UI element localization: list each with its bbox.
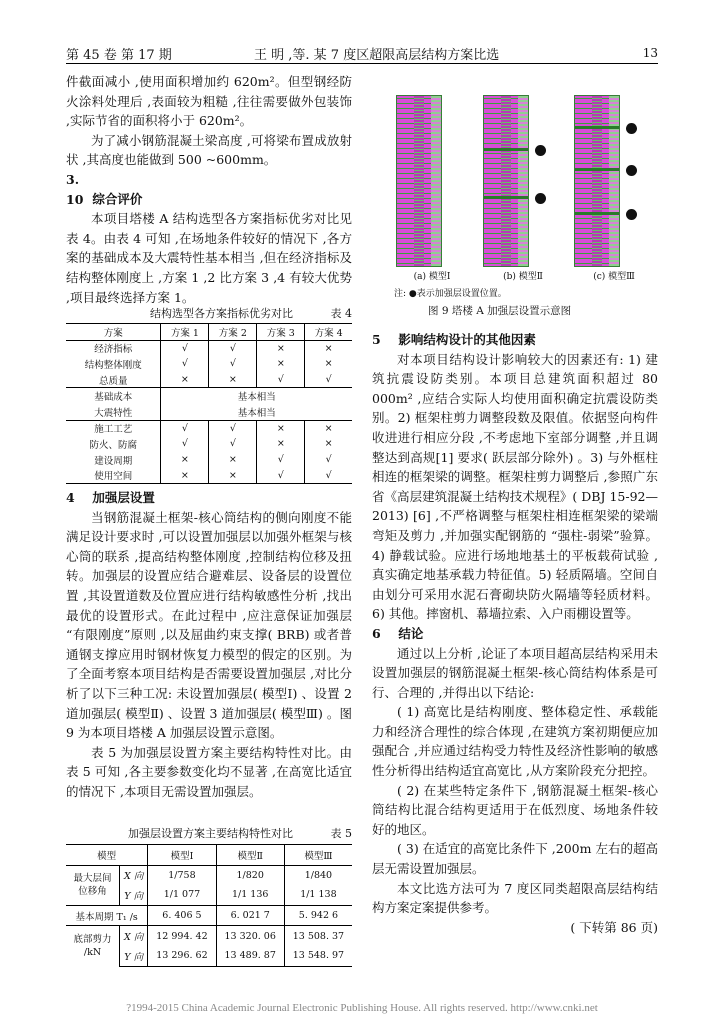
section-heading-3-10: 3. 10 综合评价: [66, 171, 143, 207]
model-3-panel: [570, 73, 658, 273]
table-5: [66, 844, 352, 967]
reinforced-layer-dot: [626, 123, 637, 134]
copyright-footer: ?1994-2015 China Academic Journal Electronic Publishing House. All rights reserved. http://www.cnki.net: [126, 1002, 598, 1014]
tower-model-2: [483, 95, 529, 267]
paragraph: ( 2) 在某些特定条件下 ,钢筋混凝土框架-核心筒结构比混合结构更适用于在低烈度、场地条件较好的地区。: [372, 782, 658, 837]
table-row: 使用空间 × × √ √: [66, 467, 352, 483]
table-row: Y 向 1/1 077 1/1 136 1/1 138: [66, 885, 352, 905]
table-row: 施工工艺 √ √ × ×: [66, 420, 352, 436]
paragraph: ( 3) 在适宜的高宽比条件下 ,200m 左右的超高层无需设置加强层。: [372, 841, 658, 877]
table-row: 建设周期 × × √ √: [66, 452, 352, 468]
header-rule: [66, 63, 658, 64]
table-row: 经济指标 √ √ × ×: [66, 340, 352, 356]
table-row: Y 向 13 296. 62 13 489. 87 13 548. 97: [66, 946, 352, 966]
right-column: [372, 330, 658, 937]
reinforced-layer-dot: [535, 193, 546, 204]
paragraph: 件截面减小 ,使用面积增加约 620m²。但型钢经防火涂料处理后 ,表面较为粗糙 ,往往需要做外包装饰 ,实际节省的面积将小于 620m²。: [66, 74, 352, 129]
reinforced-layer-dot: [535, 145, 546, 156]
reinforced-layer-dot: [626, 165, 637, 176]
table-row: 大震特性 基本相当: [66, 404, 352, 420]
table-header-row: 模型 模型Ⅰ 模型Ⅱ 模型Ⅲ: [66, 845, 352, 866]
paragraph: 通过以上分析 ,论证了本项目超高层结构采用未设置加强层的钢筋混凝土框架-核心筒结构体系是可行、合理的 ,并得出以下结论:: [372, 645, 658, 700]
model-1-panel: [388, 73, 476, 273]
table-row: 总质量 × × √ √: [66, 372, 352, 388]
paragraph: 对本项目结构设计影响较大的因素还有: 1) 建筑抗震设防类别。本项目总建筑面积超过 80 000m² ,应结合实际人均使用面积确定抗震设防类别。2) 框架柱剪力调整段数及限值。依据竖向构件收进进行相应分段 ,不考虑地下室部分调整 ,并且调整达到高规[1] 要求( 跃层部分除外) 。3) 与外框柱相连的框架梁的调整。框架柱剪力调整后 ,参照广东省《高层建筑混凝土结构技术规程》( DBJ 15-92—2013) [6] ,不严格调整与框架柱相连框架梁的梁端弯矩及剪力 ,并加强实配钢筋的 “强柱-弱梁”验算。4) 静载试验。应进行场地地基土的平板载荷试验 ,真实确定地基承载力特征值。5) 轻质隔墙。空间自由划分可采用水泥石膏砌块防火隔墙等轻质材料。6) 其他。摔窗机、幕墙拉索、入户雨棚设置等。: [372, 351, 658, 622]
table-row: 结构整体刚度 √ √ × ×: [66, 356, 352, 372]
table-row: 底部剪力 /kN X 向 12 994. 42 13 320. 06 13 508. 37: [66, 926, 352, 946]
table-row: 最大层间 位移角 X 向 1/758 1/820 1/840: [66, 865, 352, 885]
figure-note: 注: ●表示加强层设置位置。: [394, 289, 507, 299]
paragraph: 本项目塔楼 A 结构选型各方案指标优劣对比见表 4。由表 4 可知 ,在场地条件较好的情况下 ,各方案的基础成本及大震特性基本相当 ,但在经济指标及结构整体刚度上 ,方案 1 ,2 比方案 3 ,4 有较大优势 ,项目最终选择方案 1。: [66, 211, 352, 305]
tower-model-3: [574, 95, 620, 267]
paragraph: 当钢筋混凝土框架-核心筒结构的侧向刚度不能满足设计要求时 ,可以设置加强层以加强外框架与核心筒的联系 ,提高结构整体刚度 ,控制结构位移及扭转。加强层的设置应结合避难层、设备层的设置位置 ,其设置道数及位置应进行结构敏感性分析 ,找出最优的设置形式。在此过程中 ,应注意保证加强层 “有限刚度”原则 ,以及屈曲约束支撑( BRB) 或者普通钢支撑应用时钢材恢复力模型的假定的区别。为了全面考察本项目结构是否需要设置加强层 ,对比分析了以下三种工况: 未设置加强层( 模型Ⅰ) 、设置 2 道加强层( 模型Ⅱ) 、设置 3 道加强层( 模型Ⅲ) 。图 9 为本项目塔楼 A 加强层设置示意图。: [66, 509, 352, 741]
model-2-panel: [479, 73, 567, 273]
continued-note: ( 下转第 86 页): [570, 919, 658, 935]
table-header-row: 方案 方案 1 方案 2 方案 3 方案 4: [66, 324, 352, 341]
paragraph: 为了减小钢筋混凝土梁高度 ,可将梁布置成放射状 ,其高度也能做到 500 ~600mm。: [66, 132, 352, 168]
section-heading-4: 4 加强层设置: [66, 490, 155, 505]
table-row: 基础成本 基本相当: [66, 388, 352, 404]
left-column-bottom: [66, 488, 352, 802]
figure-caption: 图 9 塔楼 A 加强层设置示意图: [428, 305, 572, 317]
table-5-caption: 加强层设置方案主要结构特性对比 表 5: [128, 827, 352, 840]
reinforced-layer-dot: [626, 209, 637, 220]
section-heading-5: 5 影响结构设计的其他因素: [372, 332, 536, 347]
article-title: 王 明 ,等. 某 7 度区超限高层结构方案比选: [254, 48, 500, 63]
section-heading-6: 6 结论: [372, 625, 424, 641]
table-row: 防火、防腐 √ √ × ×: [66, 436, 352, 452]
left-column-top: [66, 72, 352, 307]
journal-volume: 第 45 卷 第 17 期: [66, 48, 172, 63]
model-2-label: (b) 模型Ⅱ: [503, 272, 543, 282]
paragraph: 表 5 为加强层设置方案主要结构特性对比。由表 5 可知 ,各主要参数变化均不显著 ,在高宽比适宜的情况下 ,本项目无需设置加强层。: [66, 744, 352, 799]
table-4: [66, 323, 352, 484]
paragraph: 本文比选方法可为 7 度区同类超限高层结构结构方案定案提供参考。: [372, 880, 658, 916]
table-row: 基本周期 T₁ /s 6. 406 5 6. 021 7 5. 942 6: [66, 905, 352, 926]
model-1-label: (a) 模型Ⅰ: [413, 272, 451, 282]
model-3-label: (c) 模型Ⅲ: [593, 272, 635, 282]
figure-9: [388, 73, 658, 317]
tower-model-1: [396, 95, 442, 267]
table-4-caption: 结构选型各方案指标优劣对比 表 4: [150, 307, 352, 320]
paragraph: ( 1) 高宽比是结构刚度、整体稳定性、承载能力和经济合理性的综合体现 ,在建筑方案初期便应加强配合 ,并应通过结构受力特性及经济性影响的敏感性分析得出结构适宜高宽比 ,从方案阶段充分把控。: [372, 704, 658, 779]
running-header: [66, 44, 658, 64]
page-number: 13: [642, 46, 658, 60]
